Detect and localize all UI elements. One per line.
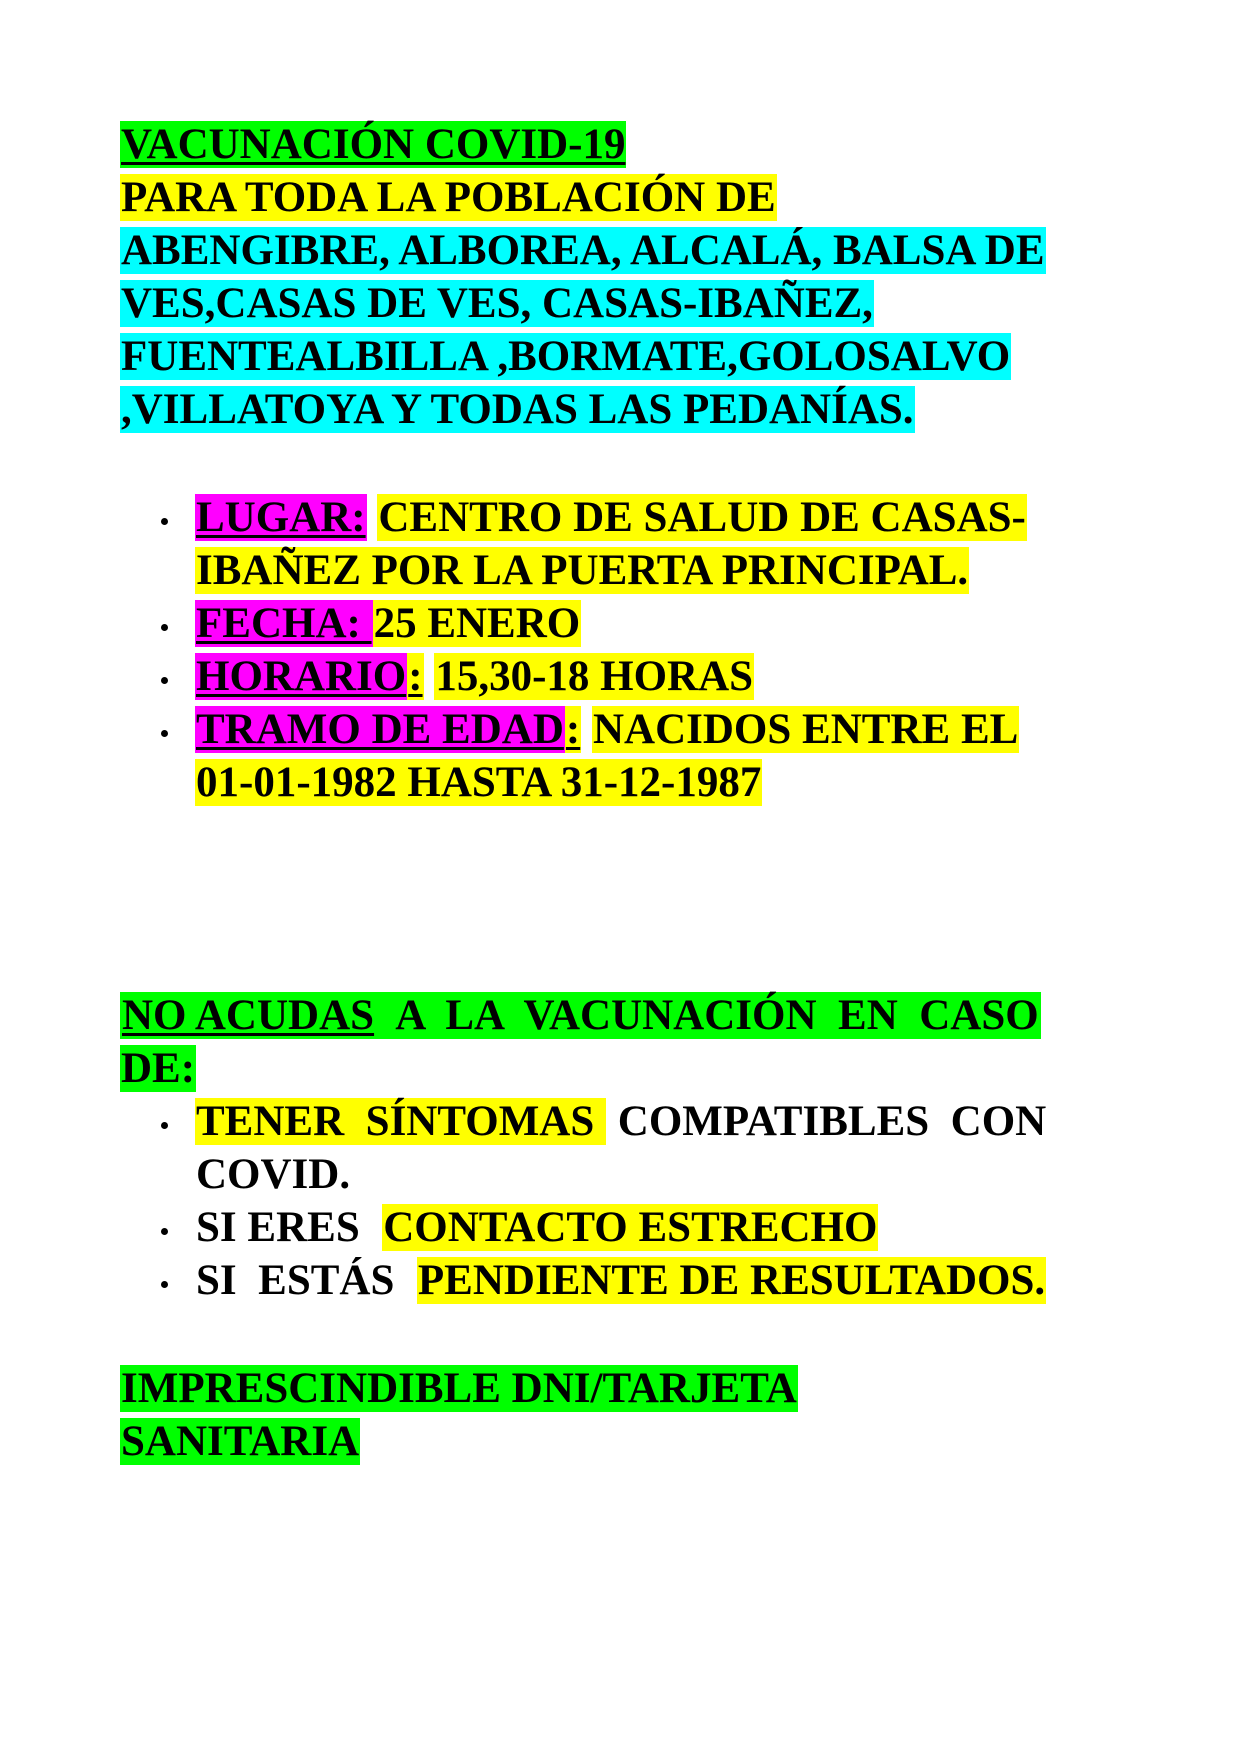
warning-heading-underlined: NO ACUDAS <box>122 992 375 1039</box>
fecha-label: FECHA: <box>196 600 372 647</box>
horario-value: 15,30-18 HORAS <box>435 653 754 700</box>
warning-heading: A LA VACUNACIÓN EN CASO <box>376 992 1039 1039</box>
list-item-symptoms <box>195 1095 1130 1201</box>
lugar-value: IBAÑEZ POR LA PUERTA PRINCIPAL. <box>196 547 969 594</box>
lugar-label: LUGAR: <box>196 494 366 541</box>
requirement-text: SANITARIA <box>121 1418 360 1465</box>
pending-prefix: SI ESTÁS <box>196 1257 416 1304</box>
horario-colon: : <box>408 653 423 700</box>
warning-list <box>120 1095 1130 1307</box>
fecha-value: 25 ENERO <box>373 600 581 647</box>
horario-label: HORARIO <box>196 653 407 700</box>
warning-section <box>120 989 1130 1307</box>
contact-prefix: SI ERES <box>196 1204 382 1251</box>
details-list <box>120 491 1130 809</box>
towns-line: FUENTEALBILLA ,BORMATE,GOLOSALVO <box>121 333 1011 380</box>
symptoms-highlight: TENER SÍNTOMAS <box>196 1098 606 1145</box>
list-item-pending <box>195 1254 1130 1307</box>
list-item-contact <box>195 1201 1130 1254</box>
tramo-label: TRAMO DE EDAD <box>196 706 564 753</box>
requirement-text: IMPRESCINDIBLE DNI/TARJETA <box>121 1365 797 1412</box>
list-item-lugar <box>195 491 1130 597</box>
tramo-colon: : <box>565 706 581 753</box>
page-title: VACUNACIÓN COVID-19 <box>121 121 626 168</box>
symptoms-text: COVID. <box>196 1151 351 1198</box>
notice-header <box>120 118 1130 436</box>
vaccination-notice <box>120 118 1130 1468</box>
pending-highlight: PENDIENTE DE RESULTADOS. <box>417 1257 1046 1304</box>
towns-line: ABENGIBRE, ALBOREA, ALCALÁ, BALSA DE <box>121 227 1045 274</box>
contact-highlight: CONTACTO ESTRECHO <box>383 1204 878 1251</box>
list-item-tramo <box>195 703 1130 809</box>
towns-line: ,VILLATOYA Y TODAS LAS PEDANÍAS. <box>121 386 914 433</box>
page-subtitle: PARA TODA LA POBLACIÓN DE <box>121 174 776 221</box>
tramo-value: NACIDOS ENTRE EL <box>592 706 1019 753</box>
requirement-section <box>120 1362 1130 1468</box>
warning-heading: DE: <box>121 1045 196 1092</box>
tramo-value: 01-01-1982 HASTA 31-12-1987 <box>196 759 762 806</box>
symptoms-text: COMPATIBLES CON <box>607 1098 1047 1145</box>
towns-line: VES,CASAS DE VES, CASAS-IBAÑEZ, <box>121 280 873 327</box>
list-item-horario <box>195 650 1130 703</box>
list-item-fecha <box>195 597 1130 650</box>
lugar-value: CENTRO DE SALUD DE CASAS- <box>378 494 1026 541</box>
